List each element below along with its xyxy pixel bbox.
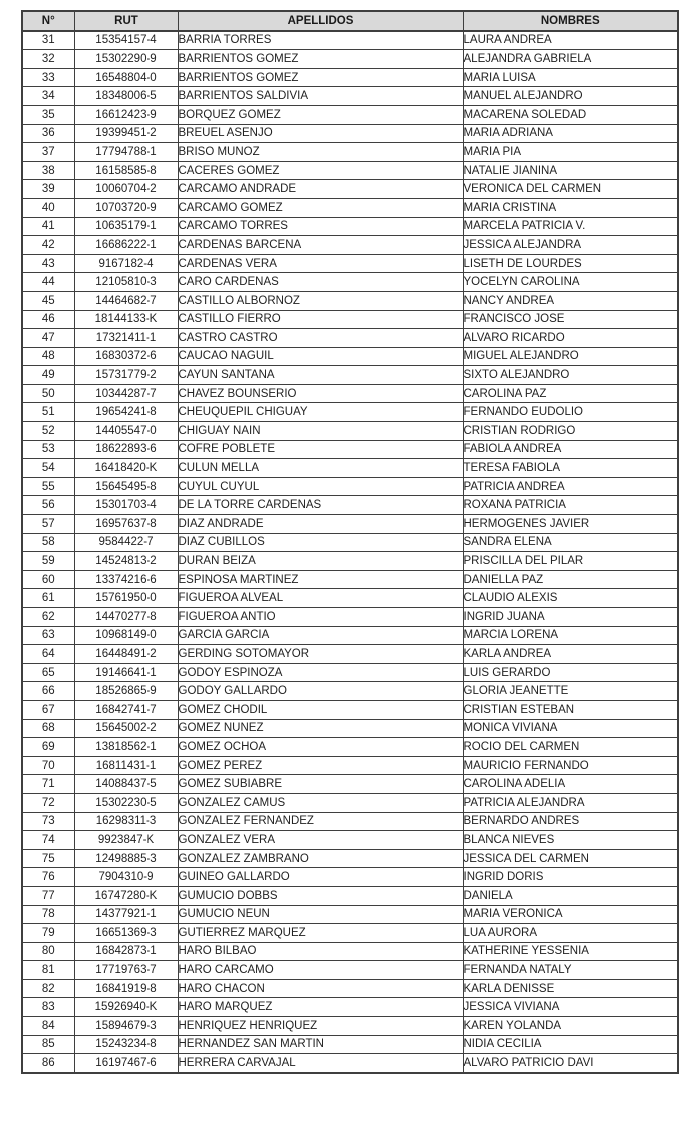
table-row [22,924,678,943]
row-number-cell: 60 [22,570,74,589]
table-row [22,942,678,961]
rut-cell: 16651369-3 [74,924,178,943]
table-row [22,533,678,552]
table-row [22,1054,678,1073]
apellidos-cell: DE LA TORRE CARDENAS [178,496,463,515]
rut-cell: 16842873-1 [74,942,178,961]
row-number-cell: 54 [22,459,74,478]
nombres-cell: CAROLINA ADELIA [463,775,678,794]
nombres-cell: CRISTIAN RODRIGO [463,422,678,441]
row-number-cell: 63 [22,626,74,645]
rut-cell: 16747280-K [74,886,178,905]
nombres-cell: ROCIO DEL CARMEN [463,738,678,757]
rut-cell: 15243234-8 [74,1035,178,1054]
nombres-cell: MARIA CRISTINA [463,198,678,217]
apellidos-cell: HENRIQUEZ HENRIQUEZ [178,1017,463,1036]
apellidos-cell: CACERES GOMEZ [178,161,463,180]
rut-cell: 15301703-4 [74,496,178,515]
nombres-cell: LISETH DE LOURDES [463,254,678,273]
table-row [22,459,678,478]
row-number-cell: 86 [22,1054,74,1073]
nombres-cell: MARIA VERONICA [463,905,678,924]
rut-cell: 9584422-7 [74,533,178,552]
nombres-cell: BLANCA NIEVES [463,831,678,850]
nombres-cell: HERMOGENES JAVIER [463,515,678,534]
apellidos-cell: BARRIENTOS GOMEZ [178,68,463,87]
apellidos-cell: GOMEZ CHODIL [178,700,463,719]
table-row [22,477,678,496]
nombres-cell: MARCELA PATRICIA V. [463,217,678,236]
row-number-cell: 34 [22,87,74,106]
row-number-cell: 45 [22,291,74,310]
row-number-cell: 77 [22,886,74,905]
nombres-cell: NATALIE JIANINA [463,161,678,180]
nombres-cell: MARIA PIA [463,143,678,162]
row-number-cell: 33 [22,68,74,87]
table-row [22,682,678,701]
rut-cell: 18622893-6 [74,440,178,459]
apellidos-cell: GONZALEZ FERNANDEZ [178,812,463,831]
rut-cell: 13818562-1 [74,738,178,757]
apellidos-cell: GERDING SOTOMAYOR [178,645,463,664]
apellidos-cell: BREUEL ASENJO [178,124,463,143]
table-row [22,812,678,831]
table-row [22,645,678,664]
apellidos-cell: DIAZ ANDRADE [178,515,463,534]
apellidos-cell: CASTILLO FIERRO [178,310,463,329]
apellidos-cell: ESPINOSA MARTINEZ [178,570,463,589]
row-number-cell: 46 [22,310,74,329]
nombres-cell: FRANCISCO JOSE [463,310,678,329]
rut-cell: 15731779-2 [74,366,178,385]
table-row [22,68,678,87]
rut-cell: 9923847-K [74,831,178,850]
apellidos-cell: GUTIERREZ MARQUEZ [178,924,463,943]
rut-cell: 18526865-9 [74,682,178,701]
apellidos-cell: CAUCAO NAGUIL [178,347,463,366]
table-row [22,273,678,292]
rut-cell: 16842741-7 [74,700,178,719]
row-number-cell: 84 [22,1017,74,1036]
nombres-cell: NIDIA CECILIA [463,1035,678,1054]
apellidos-cell: BARRIENTOS GOMEZ [178,50,463,69]
row-number-cell: 31 [22,31,74,50]
nombres-cell: SIXTO ALEJANDRO [463,366,678,385]
row-number-cell: 47 [22,329,74,348]
row-number-cell: 58 [22,533,74,552]
nombres-cell: LUIS GERARDO [463,663,678,682]
nombres-cell: MARIA ADRIANA [463,124,678,143]
nombres-cell: GLORIA JEANETTE [463,682,678,701]
table-row [22,626,678,645]
row-number-cell: 80 [22,942,74,961]
rut-cell: 12105810-3 [74,273,178,292]
table-row [22,31,678,50]
table-row [22,719,678,738]
table-row [22,180,678,199]
row-number-cell: 76 [22,868,74,887]
row-number-cell: 83 [22,998,74,1017]
row-number-cell: 43 [22,254,74,273]
rut-cell: 16448491-2 [74,645,178,664]
apellidos-cell: CARCAMO TORRES [178,217,463,236]
row-number-cell: 81 [22,961,74,980]
rut-cell: 15894679-3 [74,1017,178,1036]
row-number-cell: 51 [22,403,74,422]
apellidos-cell: GODOY ESPINOZA [178,663,463,682]
rut-cell: 16686222-1 [74,236,178,255]
nombres-cell: DANIELA [463,886,678,905]
table-row [22,254,678,273]
row-number-cell: 85 [22,1035,74,1054]
row-number-cell: 40 [22,198,74,217]
table-body [22,31,678,1073]
rut-cell: 16158585-8 [74,161,178,180]
row-number-cell: 79 [22,924,74,943]
table-row [22,236,678,255]
rut-cell: 16548804-0 [74,68,178,87]
table-row [22,1035,678,1054]
row-number-cell: 68 [22,719,74,738]
apellidos-cell: BARRIA TORRES [178,31,463,50]
row-number-cell: 35 [22,105,74,124]
table-row [22,979,678,998]
rut-cell: 15926940-K [74,998,178,1017]
rut-cell: 16197467-6 [74,1054,178,1073]
apellidos-cell: GONZALEZ VERA [178,831,463,850]
header-cell-nombres: NOMBRES [463,11,678,31]
table-row [22,87,678,106]
row-number-cell: 44 [22,273,74,292]
nombres-cell: PRISCILLA DEL PILAR [463,552,678,571]
apellidos-cell: GUMUCIO NEUN [178,905,463,924]
table-row [22,161,678,180]
rut-cell: 16418420-K [74,459,178,478]
rut-cell: 15645002-2 [74,719,178,738]
row-number-cell: 75 [22,849,74,868]
row-number-cell: 70 [22,756,74,775]
rut-cell: 15354157-4 [74,31,178,50]
table-row [22,366,678,385]
table-row [22,422,678,441]
table-row [22,570,678,589]
apellidos-cell: HARO CARCAMO [178,961,463,980]
apellidos-cell: GOMEZ SUBIABRE [178,775,463,794]
rut-cell: 16841919-8 [74,979,178,998]
apellidos-cell: CARDENAS VERA [178,254,463,273]
apellidos-cell: HARO MARQUEZ [178,998,463,1017]
nombres-cell: TERESA FABIOLA [463,459,678,478]
nombres-cell: MACARENA SOLEDAD [463,105,678,124]
table-row [22,552,678,571]
table-row [22,105,678,124]
apellidos-cell: FIGUEROA ANTIO [178,608,463,627]
header-row [22,11,678,31]
rut-cell: 15645495-8 [74,477,178,496]
nombres-cell: JESSICA VIVIANA [463,998,678,1017]
rut-cell: 19146641-1 [74,663,178,682]
apellidos-cell: GONZALEZ CAMUS [178,793,463,812]
table-row [22,403,678,422]
table-row [22,905,678,924]
nombres-cell: CRISTIAN ESTEBAN [463,700,678,719]
rut-cell: 13374216-6 [74,570,178,589]
row-number-cell: 65 [22,663,74,682]
nombres-cell: NANCY ANDREA [463,291,678,310]
row-number-cell: 36 [22,124,74,143]
nombres-cell: VERONICA DEL CARMEN [463,180,678,199]
apellidos-cell: BORQUEZ GOMEZ [178,105,463,124]
header-cell-number: N° [22,11,74,31]
nombres-cell: PATRICIA ALEJANDRA [463,793,678,812]
row-number-cell: 78 [22,905,74,924]
table-row [22,440,678,459]
nombres-cell: KATHERINE YESSENIA [463,942,678,961]
apellidos-cell: CHAVEZ BOUNSERIO [178,384,463,403]
row-number-cell: 59 [22,552,74,571]
table-row [22,831,678,850]
rut-cell: 16957637-8 [74,515,178,534]
table-row [22,775,678,794]
apellidos-cell: GOMEZ NUNEZ [178,719,463,738]
nombres-cell: KAREN YOLANDA [463,1017,678,1036]
rut-cell: 15302230-5 [74,793,178,812]
nombres-cell: ALVARO PATRICIO DAVI [463,1054,678,1073]
row-number-cell: 66 [22,682,74,701]
rut-cell: 16830372-6 [74,347,178,366]
rut-cell: 7904310-9 [74,868,178,887]
row-number-cell: 57 [22,515,74,534]
table-row [22,738,678,757]
apellidos-cell: COFRE POBLETE [178,440,463,459]
rut-cell: 16298311-3 [74,812,178,831]
apellidos-cell: HERRERA CARVAJAL [178,1054,463,1073]
nombres-cell: MIGUEL ALEJANDRO [463,347,678,366]
rut-cell: 10344287-7 [74,384,178,403]
row-number-cell: 48 [22,347,74,366]
table-row [22,291,678,310]
apellidos-cell: CARCAMO GOMEZ [178,198,463,217]
apellidos-cell: CARCAMO ANDRADE [178,180,463,199]
row-number-cell: 55 [22,477,74,496]
rut-cell: 14464682-7 [74,291,178,310]
row-number-cell: 61 [22,589,74,608]
rut-cell: 17794788-1 [74,143,178,162]
table-row [22,868,678,887]
nombres-cell: YOCELYN CAROLINA [463,273,678,292]
table-row [22,700,678,719]
table-row [22,886,678,905]
row-number-cell: 71 [22,775,74,794]
row-number-cell: 52 [22,422,74,441]
nombres-cell: ALEJANDRA GABRIELA [463,50,678,69]
table-row [22,217,678,236]
apellidos-cell: GUMUCIO DOBBS [178,886,463,905]
apellidos-cell: CULUN MELLA [178,459,463,478]
nombres-cell: MARIA LUISA [463,68,678,87]
apellidos-cell: DIAZ CUBILLOS [178,533,463,552]
table-row [22,384,678,403]
nombres-cell: LUA AURORA [463,924,678,943]
table-row [22,329,678,348]
header-cell-apellidos: APELLIDOS [178,11,463,31]
nombres-cell: INGRID JUANA [463,608,678,627]
nombres-cell: ALVARO RICARDO [463,329,678,348]
row-number-cell: 49 [22,366,74,385]
row-number-cell: 39 [22,180,74,199]
table-row [22,1017,678,1036]
header-cell-rut: RUT [74,11,178,31]
rut-cell: 17719763-7 [74,961,178,980]
row-number-cell: 38 [22,161,74,180]
row-number-cell: 37 [22,143,74,162]
apellidos-cell: CARDENAS BARCENA [178,236,463,255]
apellidos-cell: HARO CHACON [178,979,463,998]
rut-cell: 17321411-1 [74,329,178,348]
row-number-cell: 41 [22,217,74,236]
rut-cell: 18348006-5 [74,87,178,106]
table-row [22,310,678,329]
nombres-cell: FABIOLA ANDREA [463,440,678,459]
row-number-cell: 42 [22,236,74,255]
apellidos-cell: FIGUEROA ALVEAL [178,589,463,608]
nombres-cell: PATRICIA ANDREA [463,477,678,496]
apellidos-cell: GODOY GALLARDO [178,682,463,701]
nombres-cell: DANIELLA PAZ [463,570,678,589]
apellidos-cell: CASTRO CASTRO [178,329,463,348]
nombres-cell: JESSICA ALEJANDRA [463,236,678,255]
apellidos-cell: GOMEZ PEREZ [178,756,463,775]
apellidos-cell: DURAN BEIZA [178,552,463,571]
apellidos-cell: HERNANDEZ SAN MARTIN [178,1035,463,1054]
apellidos-cell: CHIGUAY NAIN [178,422,463,441]
apellidos-cell: CUYUL CUYUL [178,477,463,496]
row-number-cell: 64 [22,645,74,664]
table-row [22,589,678,608]
apellidos-cell: CHEUQUEPIL CHIGUAY [178,403,463,422]
row-number-cell: 74 [22,831,74,850]
table-row [22,515,678,534]
rut-cell: 10060704-2 [74,180,178,199]
nombres-cell: BERNARDO ANDRES [463,812,678,831]
table-row [22,124,678,143]
table-row [22,143,678,162]
rut-cell: 14524813-2 [74,552,178,571]
rut-cell: 14377921-1 [74,905,178,924]
nombres-cell: FERNANDO EUDOLIO [463,403,678,422]
table-row [22,608,678,627]
rut-cell: 10968149-0 [74,626,178,645]
rut-cell: 10703720-9 [74,198,178,217]
apellidos-cell: BRISO MUNOZ [178,143,463,162]
row-number-cell: 69 [22,738,74,757]
nombres-cell: MONICA VIVIANA [463,719,678,738]
table-row [22,756,678,775]
rut-cell: 9167182-4 [74,254,178,273]
row-number-cell: 73 [22,812,74,831]
nombres-cell: MARCIA LORENA [463,626,678,645]
rut-cell: 14088437-5 [74,775,178,794]
nombres-cell: KARLA DENISSE [463,979,678,998]
rut-cell: 19654241-8 [74,403,178,422]
rut-cell: 15302290-9 [74,50,178,69]
rut-cell: 18144133-K [74,310,178,329]
table-row [22,496,678,515]
rut-cell: 14405547-0 [74,422,178,441]
table-row [22,849,678,868]
apellidos-cell: CAYUN SANTANA [178,366,463,385]
nombres-cell: FERNANDA NATALY [463,961,678,980]
rut-cell: 16811431-1 [74,756,178,775]
row-number-cell: 62 [22,608,74,627]
apellidos-cell: CARO CARDENAS [178,273,463,292]
nombres-cell: INGRID DORIS [463,868,678,887]
row-number-cell: 72 [22,793,74,812]
row-number-cell: 82 [22,979,74,998]
roster-table [21,10,679,1074]
nombres-cell: JESSICA DEL CARMEN [463,849,678,868]
apellidos-cell: GONZALEZ ZAMBRANO [178,849,463,868]
apellidos-cell: GUINEO GALLARDO [178,868,463,887]
nombres-cell: CLAUDIO ALEXIS [463,589,678,608]
nombres-cell: LAURA ANDREA [463,31,678,50]
table-row [22,50,678,69]
apellidos-cell: BARRIENTOS SALDIVIA [178,87,463,106]
rut-cell: 19399451-2 [74,124,178,143]
apellidos-cell: CASTILLO ALBORNOZ [178,291,463,310]
table-row [22,793,678,812]
row-number-cell: 56 [22,496,74,515]
nombres-cell: MAURICIO FERNANDO [463,756,678,775]
table-row [22,198,678,217]
apellidos-cell: HARO BILBAO [178,942,463,961]
row-number-cell: 67 [22,700,74,719]
nombres-cell: ROXANA PATRICIA [463,496,678,515]
nombres-cell: MANUEL ALEJANDRO [463,87,678,106]
table-row [22,961,678,980]
nombres-cell: CAROLINA PAZ [463,384,678,403]
nombres-cell: SANDRA ELENA [463,533,678,552]
row-number-cell: 50 [22,384,74,403]
rut-cell: 15761950-0 [74,589,178,608]
table-row [22,347,678,366]
apellidos-cell: GOMEZ OCHOA [178,738,463,757]
rut-cell: 10635179-1 [74,217,178,236]
apellidos-cell: GARCIA GARCIA [178,626,463,645]
rut-cell: 16612423-9 [74,105,178,124]
row-number-cell: 32 [22,50,74,69]
row-number-cell: 53 [22,440,74,459]
table-row [22,998,678,1017]
rut-cell: 14470277-8 [74,608,178,627]
table-row [22,663,678,682]
nombres-cell: KARLA ANDREA [463,645,678,664]
rut-cell: 12498885-3 [74,849,178,868]
